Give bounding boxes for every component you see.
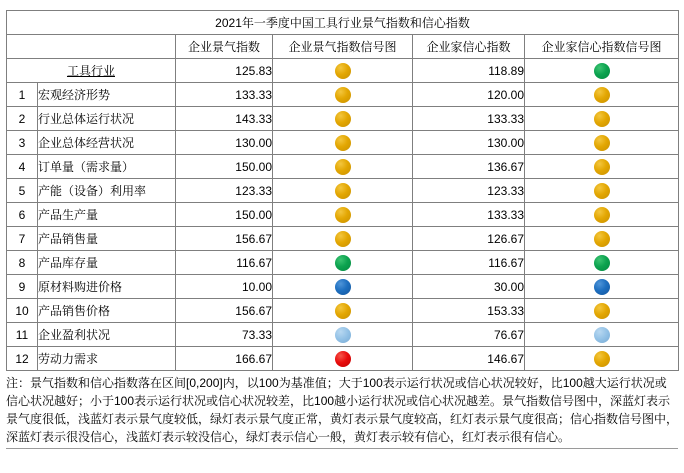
confidence-signal-cell: [525, 155, 679, 179]
confidence-index-value: 118.89: [413, 59, 525, 83]
summary-name: 工具行业: [66, 64, 115, 78]
prosperity-index-value: 150.00: [176, 203, 273, 227]
prosperity-signal-cell: [273, 107, 413, 131]
prosperity-index-value: 156.67: [176, 227, 273, 251]
summary-row: [7, 59, 679, 83]
indicator-name: 宏观经济形势: [38, 83, 176, 107]
confidence-signal-light: [594, 87, 610, 103]
table-row: [7, 83, 679, 107]
table-row: [7, 179, 679, 203]
prosperity-signal-cell: [273, 179, 413, 203]
confidence-signal-cell: [525, 179, 679, 203]
prosperity-index-value: 73.33: [176, 323, 273, 347]
confidence-signal-light: [594, 111, 610, 127]
prosperity-index-value: 166.67: [176, 347, 273, 371]
prosperity-index-value: 156.67: [176, 299, 273, 323]
prosperity-index-value: 123.33: [176, 179, 273, 203]
row-number: 5: [7, 179, 38, 203]
indicator-name: 产品生产量: [38, 203, 176, 227]
row-number: 6: [7, 203, 38, 227]
row-number: 12: [7, 347, 38, 371]
confidence-signal-cell: [525, 251, 679, 275]
confidence-signal-light: [594, 183, 610, 199]
confidence-signal-cell: [525, 83, 679, 107]
confidence-signal-light: [594, 207, 610, 223]
confidence-index-value: 130.00: [413, 131, 525, 155]
row-number: 10: [7, 299, 38, 323]
indicator-name: 行业总体运行状况: [38, 107, 176, 131]
confidence-index-value: 30.00: [413, 275, 525, 299]
prosperity-signal-cell: [273, 59, 413, 83]
prosperity-signal-cell: [273, 251, 413, 275]
indicator-name: 劳动力需求: [38, 347, 176, 371]
confidence-index-value: 133.33: [413, 203, 525, 227]
prosperity-signal-light: [335, 207, 351, 223]
prosperity-signal-light: [335, 327, 351, 343]
prosperity-signal-light: [335, 303, 351, 319]
confidence-index-value: 123.33: [413, 179, 525, 203]
header-confidence-signal: 企业家信心指数信号图: [525, 35, 679, 59]
prosperity-signal-cell: [273, 83, 413, 107]
confidence-index-value: 146.67: [413, 347, 525, 371]
row-number: 8: [7, 251, 38, 275]
prosperity-signal-light: [335, 135, 351, 151]
table-row: [7, 227, 679, 251]
prosperity-signal-cell: [273, 323, 413, 347]
prosperity-index-value: 116.67: [176, 251, 273, 275]
confidence-signal-cell: [525, 275, 679, 299]
confidence-index-value: 76.67: [413, 323, 525, 347]
confidence-index-value: 120.00: [413, 83, 525, 107]
confidence-signal-light: [594, 135, 610, 151]
title-row: [7, 11, 679, 35]
header-empty: [7, 35, 176, 59]
row-number: 1: [7, 83, 38, 107]
confidence-index-value: 153.33: [413, 299, 525, 323]
confidence-signal-cell: [525, 299, 679, 323]
confidence-signal-light: [594, 327, 610, 343]
prosperity-index-value: 10.00: [176, 275, 273, 299]
header-prosperity-index: 企业景气指数: [176, 35, 273, 59]
confidence-signal-light: [594, 351, 610, 367]
prosperity-index-value: 125.83: [176, 59, 273, 83]
prosperity-signal-light: [335, 351, 351, 367]
row-number: 4: [7, 155, 38, 179]
indicator-name: 产品库存量: [38, 251, 176, 275]
table-title: 2021年一季度中国工具行业景气指数和信心指数: [7, 11, 679, 35]
indicator-name: 原材料购进价格: [38, 275, 176, 299]
confidence-signal-cell: [525, 131, 679, 155]
indicator-name: 企业总体经营状况: [38, 131, 176, 155]
prosperity-signal-light: [335, 159, 351, 175]
confidence-index-value: 136.67: [413, 155, 525, 179]
confidence-index-value: 133.33: [413, 107, 525, 131]
index-table: [6, 10, 679, 371]
prosperity-signal-light: [335, 231, 351, 247]
prosperity-signal-cell: [273, 275, 413, 299]
prosperity-index-value: 133.33: [176, 83, 273, 107]
confidence-signal-light: [594, 63, 610, 79]
header-row: [7, 35, 679, 59]
indicator-name: 产能（设备）利用率: [38, 179, 176, 203]
index-report: [6, 10, 678, 449]
footnote: 注：景气指数和信心指数落在区间[0,200]内，以100为基准值；大于100表示运行状况或信心状况较好，比100越大运行状况或信心状况越好；小于100表示运行状况或信心状况较差，比100越小运行状况或信心状况越差。景气指数信号图中，深蓝灯表示景气度很低，浅蓝灯表示景气度较低，绿灯表示景气度正常，黄灯表示景气度较高，红灯表示景气度很高；信心指数信号图中，深蓝灯表示很没信心，浅蓝灯表示较没信心，绿灯表示信心一般，黄灯表示较有信心，红灯表示很有信心。: [6, 376, 679, 444]
row-number: 11: [7, 323, 38, 347]
row-number: 9: [7, 275, 38, 299]
table-row: [7, 251, 679, 275]
prosperity-signal-cell: [273, 347, 413, 371]
confidence-signal-light: [594, 303, 610, 319]
header-prosperity-signal: 企业景气指数信号图: [273, 35, 413, 59]
prosperity-signal-cell: [273, 203, 413, 227]
table-row: [7, 347, 679, 371]
confidence-signal-cell: [525, 107, 679, 131]
table-row: [7, 299, 679, 323]
prosperity-signal-light: [335, 279, 351, 295]
indicator-name: 订单量（需求量）: [38, 155, 176, 179]
prosperity-signal-light: [335, 183, 351, 199]
prosperity-signal-cell: [273, 299, 413, 323]
confidence-signal-cell: [525, 227, 679, 251]
prosperity-signal-light: [335, 111, 351, 127]
row-number: 3: [7, 131, 38, 155]
confidence-index-value: 116.67: [413, 251, 525, 275]
table-row: [7, 323, 679, 347]
prosperity-signal-cell: [273, 155, 413, 179]
prosperity-index-value: 130.00: [176, 131, 273, 155]
summary-name-cell: [7, 59, 176, 83]
indicator-name: 产品销售量: [38, 227, 176, 251]
header-confidence-index: 企业家信心指数: [413, 35, 525, 59]
row-number: 7: [7, 227, 38, 251]
indicator-name: 企业盈利状况: [38, 323, 176, 347]
confidence-signal-light: [594, 231, 610, 247]
table-row: [7, 107, 679, 131]
confidence-signal-cell: [525, 347, 679, 371]
prosperity-index-value: 143.33: [176, 107, 273, 131]
prosperity-signal-cell: [273, 227, 413, 251]
bottom-divider: [6, 448, 678, 449]
table-row: [7, 203, 679, 227]
confidence-signal-cell: [525, 323, 679, 347]
table-row: [7, 275, 679, 299]
prosperity-signal-light: [335, 87, 351, 103]
prosperity-signal-light: [335, 255, 351, 271]
prosperity-signal-light: [335, 63, 351, 79]
prosperity-index-value: 150.00: [176, 155, 273, 179]
confidence-signal-cell: [525, 59, 679, 83]
table-row: [7, 155, 679, 179]
confidence-signal-light: [594, 279, 610, 295]
confidence-signal-cell: [525, 203, 679, 227]
indicator-name: 产品销售价格: [38, 299, 176, 323]
confidence-signal-light: [594, 159, 610, 175]
confidence-index-value: 126.67: [413, 227, 525, 251]
confidence-signal-light: [594, 255, 610, 271]
row-number: 2: [7, 107, 38, 131]
prosperity-signal-cell: [273, 131, 413, 155]
table-row: [7, 131, 679, 155]
